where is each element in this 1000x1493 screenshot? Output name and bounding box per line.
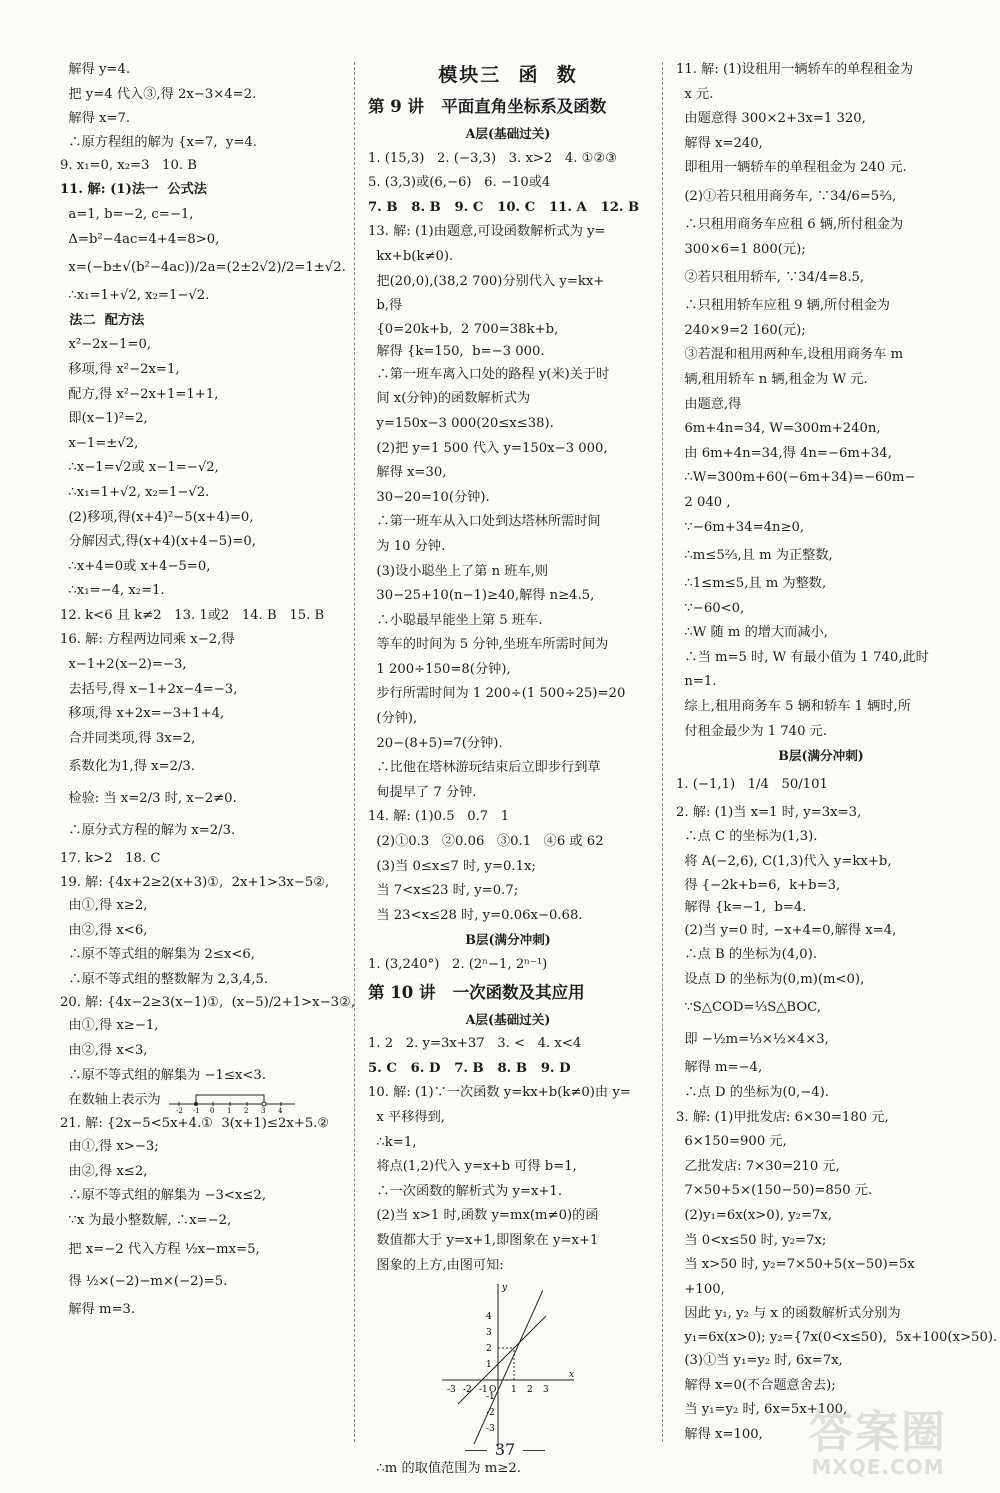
answer-line: ∴原不等式组的整数解为 2,3,4,5.: [60, 971, 268, 987]
answer-line: (分钟),: [368, 711, 418, 727]
page-number-text: 37: [494, 1440, 516, 1459]
answer-line: ∴第一班车从入口处到达塔林所需时间: [368, 514, 601, 530]
answer-line: (2)当 x>1 时,函数 y=mx(m≠0)的函: [368, 1208, 599, 1224]
answer-line: 分解因式,得(x+4)(x+4−5)=0,: [60, 534, 256, 550]
answer-line: 由②,得 x<3,: [60, 1043, 148, 1058]
answer-line: 14. 解: (1)0.5 0.7 1: [368, 809, 510, 825]
answer-line: ∵x 为最小整数解, ∴x=−2,: [60, 1213, 232, 1229]
answer-line: 1. (3,240°) 2. (2ⁿ−1, 2ⁿ⁻¹): [368, 957, 548, 972]
answer-line: 20. 解: {4x−2≥3(x−1)①, (x−5)/2+1>x−3②,: [60, 995, 356, 1011]
answer-line: 解得 {k=−1, b=4.: [676, 899, 807, 915]
answer-line: 解得 x=100,: [676, 1426, 763, 1442]
answer-line: 1. 2 2. y=3x+37 3. < 4. x<4: [368, 1036, 582, 1052]
answer-line: 综上,租用商务车 5 辆和轿车 1 辆时,所: [676, 699, 911, 715]
answer-line: ②若只租用轿车, ∵34/4=8.5,: [676, 270, 865, 286]
answer-line: 由①,得 x>−3;: [60, 1139, 159, 1155]
answer-line: 合并同类项,得 3x=2,: [60, 730, 196, 746]
answer-line: ∴k=1,: [368, 1134, 417, 1150]
answer-line: ∵−6m+34=4n≥0,: [676, 519, 805, 535]
answer-line: 由 6m+4n=34,得 4n=−6m+34,: [676, 445, 892, 461]
answer-line: 将 A(−2,6), C(1,3)代入 y=kx+b,: [676, 854, 892, 870]
answer-line: 辆,租用轿车 n 辆,租金为 W 元.: [676, 371, 868, 387]
level-label: A层(基础过关): [465, 126, 551, 141]
watermark-logo: [778, 1409, 978, 1479]
answer-line: 解得 m=3.: [60, 1301, 136, 1317]
answer-line: ∴原方程组的解为 {x=7, y=4.: [60, 134, 258, 150]
answer-line: 当 x>50 时, y₂=7×50+5(x−50)=5x: [676, 1257, 915, 1273]
answer-line: 去括号,得 x−1+2x−4=−3,: [60, 681, 238, 697]
answer-line: 1. (−1,1) 1/4 50/101: [676, 776, 828, 792]
answer-line: 9. x₁=0, x₂=3 10. B: [60, 157, 197, 173]
answer-line: 配方,得 x²−2x+1=1+1,: [60, 386, 219, 402]
answer-line: 为 10 分钟.: [368, 538, 446, 554]
answer-line: (2)移项,得(x+4)²−5(x+4)=0,: [60, 509, 254, 525]
answer-line: (2)y₁=6x(x>0), y₂=7x,: [676, 1207, 833, 1223]
answer-line: ∴原不等式组的解集为 −3<x≤2,: [60, 1188, 267, 1204]
answer-line: 6×150=900 元,: [676, 1134, 787, 1150]
answer-line: ∴点 B 的坐标为(4,0).: [676, 947, 818, 963]
answer-line: 间 x(分钟)的函数解析式为: [368, 391, 531, 407]
answer-line: 7×50+5×(150−50)=850 元.: [676, 1183, 873, 1199]
answer-line: 20−(8+5)=7(分钟).: [368, 735, 503, 751]
answer-line: 得 ½×(−2)−m×(−2)=5.: [60, 1273, 228, 1289]
answer-line: 由题意,得: [676, 396, 742, 412]
answer-line: b,得: [368, 298, 403, 314]
answer-line: x 元.: [676, 86, 714, 102]
answer-line-text: 在数轴上表示为: [60, 1092, 161, 1108]
x-tick-label: -3: [447, 1385, 456, 1396]
y-tick-label: 3: [486, 1328, 492, 1339]
open-endpoint: [262, 1102, 266, 1106]
answer-line: 将点(1,2)代入 y=x+b 可得 b=1,: [368, 1159, 577, 1175]
answer-line: x²−2x−1=0,: [60, 337, 152, 353]
answer-line: ∴点 D 的坐标为(0,−4).: [676, 1085, 829, 1100]
answer-line: 19. 解: {4x+2≥2(x+3)①, 2x+1>3x−5②,: [60, 875, 330, 891]
answer-line: 因此 y₁, y₂ 与 x 的函数解析式分别为: [676, 1306, 901, 1322]
answer-line: ∴点 C 的坐标为(1,3).: [676, 829, 818, 845]
answer-line: {0=20k+b, 2 700=38k+b,: [368, 321, 559, 337]
answer-line: 30−25+10(n−1)≥40,解得 n≥4.5,: [368, 588, 595, 604]
function-graph: [438, 1280, 578, 1455]
number-line: [167, 1088, 297, 1116]
answer-line: 解得 m=−4,: [676, 1060, 763, 1076]
section-heading: 第 10 讲 一次函数及其应用: [368, 982, 585, 1002]
number-line-label: 4: [277, 1107, 283, 1116]
answer-line: 30−20=10(分钟).: [368, 489, 490, 505]
answer-line: 解得 x=30,: [368, 465, 447, 481]
answer-line: (2)①0.3 ②0.06 ③0.1 ④6 或 62: [368, 834, 604, 850]
answer-line: 13. 解: (1)由题意,可设函数解析式为 y=: [368, 224, 606, 240]
level-label: A层(基础过关): [465, 1011, 551, 1027]
answer-line: 11. 解: (1)法一 公式法: [60, 182, 207, 198]
answer-line: 由②,得 x<6,: [60, 922, 148, 938]
answer-line: ∴只租用轿车应租 9 辆,所付租金为: [676, 298, 890, 314]
column-divider: [662, 62, 663, 1442]
answer-line: 等车的时间为 5 分钟,坐班车所需时间为: [368, 637, 609, 653]
number-line-label: 1: [226, 1107, 232, 1116]
answer-line: ∴原不等式组的解集为 2≤x<6,: [60, 947, 255, 963]
answer-line: 设点 D 的坐标为(0,m)(m<0),: [676, 971, 865, 987]
number-line-label: 2: [243, 1107, 249, 1116]
answer-line: 甸提早了 7 分钟.: [368, 784, 477, 800]
answer-line: +100,: [676, 1281, 725, 1297]
answer-line: 5. (3,3)或(6,−6) 6. −10或4: [368, 175, 551, 191]
x-tick-label: 3: [543, 1385, 549, 1396]
answer-line: ∴m 的取值范围为 m≥2.: [368, 1461, 521, 1477]
answer-line: ∴小聪最早能坐上第 5 班车.: [368, 612, 543, 628]
answer-line: ∴第一班车离入口处的路程 y(米)关于时: [368, 366, 610, 382]
section-heading: 第 9 讲 平面直角坐标系及函数: [368, 97, 607, 116]
answer-line: 得 {−2k+b=6, k+b=3,: [676, 877, 841, 893]
answer-line: 步行所需时间为 1 200÷(1 500÷25)=20: [368, 686, 626, 702]
answer-line: 6m+4n=34, W=300m+240n,: [676, 421, 881, 437]
answer-line: y=150x−3 000(20≤x≤38).: [368, 415, 554, 431]
y-tick-label: -3: [486, 1424, 495, 1435]
answer-line: 移项,得 x²−2x=1,: [60, 361, 180, 377]
number-line-label: -2: [175, 1107, 183, 1116]
answer-line: 10. 解: (1)∵一次函数 y=kx+b(k≠0)由 y=: [368, 1085, 631, 1101]
answer-line: Δ=b²−4ac=4+4=8>0,: [60, 231, 220, 247]
column-divider: [354, 62, 355, 1442]
watermark-glyphs: 答案圈: [809, 1407, 947, 1458]
answer-line: ∴x−1=√2或 x−1=−√2,: [60, 460, 219, 476]
answer-line: 当 0<x≤50 时, y₂=7x;: [676, 1232, 827, 1248]
answer-line: ∴x+4=0或 x+4−5=0,: [60, 558, 211, 574]
answer-line: 把 x=−2 代入方程 ½x−mx=5,: [60, 1241, 260, 1257]
number-line-label: 0: [209, 1107, 215, 1116]
y-tick-label: -2: [486, 1408, 495, 1419]
answer-line: (2)当 y=0 时, −x+4=0,解得 x=4,: [676, 922, 897, 938]
answer-line: 300×6=1 800(元);: [676, 241, 806, 257]
answer-line: 图象的上方,由图可知:: [368, 1257, 504, 1273]
answer-line: (3)当 0≤x≤7 时, y=0.1x;: [368, 858, 536, 874]
number-line-label: -1: [192, 1107, 200, 1116]
answer-line: ∵−60<0,: [676, 600, 745, 616]
answer-line: ∴W=300m+60(−6m+34)=−60m−: [676, 470, 916, 486]
number-line-label: 3: [260, 1107, 266, 1116]
answer-line: 即(x−1)²=2,: [60, 411, 148, 427]
page-number: [455, 1440, 555, 1459]
x-tick-label: 2: [527, 1385, 533, 1396]
answer-line: [60, 1088, 340, 1116]
answer-line: ∴原分式方程的解为 x=2/3.: [60, 823, 236, 839]
answer-line: 1. (15,3) 2. (−3,3) 3. x>2 4. ①②③: [368, 150, 618, 166]
answer-line: ∴x₁=1+√2, x₂=1−√2.: [60, 484, 210, 500]
answer-line: ③若混和租用两种车,设租用商务车 m: [676, 347, 904, 363]
answer-line: 5. C 6. D 7. B 8. B 9. D: [368, 1060, 571, 1076]
answer-line: 检验: 当 x=2/3 时, x−2≠0.: [60, 791, 237, 807]
answer-line: x=(−b±√(b²−4ac))/2a=(2±2√2)/2=1±√2.: [60, 260, 346, 276]
answer-line: 解得 x=0(不合题意舍去);: [676, 1377, 836, 1393]
answer-line: ∴x₁=1+√2, x₂=1−√2.: [60, 288, 210, 304]
answer-line: 3. 解: (1)甲批发店: 6×30=180 元,: [676, 1109, 889, 1125]
answer-line: 解得 y=4.: [60, 62, 131, 77]
answer-line: ∴x₁=−4, x₂=1.: [60, 583, 165, 599]
answer-line: n=1.: [676, 674, 717, 690]
answer-line: ∵S△COD=⅓S△BOC,: [676, 1000, 821, 1016]
answer-line: 当 7<x≤23 时, y=0.7;: [368, 883, 519, 899]
y-tick-label: 2: [486, 1344, 492, 1355]
answer-line: 21. 解: {2x−5<5x+4.① 3(x+1)≤2x+5.②: [60, 1116, 330, 1132]
answer-line: 系数化为1,得 x=2/3.: [60, 759, 195, 775]
answer-line: 由①,得 x≥2,: [60, 898, 148, 914]
answer-line: a=1, b=−2, c=−1,: [60, 206, 194, 222]
answer-line: 付租金最少为 1 740 元.: [676, 723, 828, 739]
x-tick-label: -2: [463, 1385, 472, 1396]
x-tick-label: -1: [479, 1385, 488, 1396]
answer-line: 2. 解: (1)当 x=1 时, y=3x=3,: [676, 804, 862, 820]
y-tick-label: 1: [486, 1360, 492, 1371]
answer-line: 把(20,0),(38,2 700)分别代入 y=kx+: [368, 273, 605, 289]
answer-line: 即 −½m=⅓×½×4×3,: [676, 1032, 829, 1048]
answer-line: ∴比他在塔林游玩结束后立即步行到草: [368, 760, 601, 776]
answer-line: x−1=±√2,: [60, 435, 139, 451]
y-tick-label: -1: [486, 1392, 495, 1403]
x-tick-label: 1: [511, 1385, 517, 1396]
origin-label: O: [489, 1385, 497, 1396]
answer-line: 由②,得 x≤2,: [60, 1163, 148, 1179]
line-y-mx: [474, 1291, 543, 1445]
answer-line: 乙批发店: 7×30=210 元,: [676, 1158, 840, 1174]
answer-line: 法二 配方法: [60, 312, 145, 328]
answer-line: y₁=6x(x>0); y₂={7x(0<x≤50), 5x+100(x>50).: [676, 1329, 998, 1345]
closed-endpoint: [194, 1102, 198, 1106]
level-label: B层(满分冲刺): [465, 932, 551, 948]
x-axis-label: x: [569, 1370, 575, 1381]
answer-line: 2 040 ,: [676, 494, 731, 510]
right-column: [676, 58, 998, 1448]
y-axis-label: y: [502, 1283, 508, 1294]
answer-line: x−1+2(x−2)=−3,: [60, 657, 187, 673]
answer-line: 移项,得 x+2x=−3+1+4,: [60, 706, 225, 722]
answer-line: 即租用一辆轿车的单程租金为 240 元.: [676, 160, 907, 176]
answer-line: 由①,得 x≥−1,: [60, 1018, 159, 1034]
answer-line: ∴一次函数的解析式为 y=x+1.: [368, 1183, 563, 1199]
answer-line: ∴只租用商务车应租 6 辆,所付租金为: [676, 216, 904, 232]
answer-line: (2)把 y=1 500 代入 y=150x−3 000,: [368, 440, 608, 456]
answer-line: (3)设小聪坐上了第 n 班车,则: [368, 563, 549, 579]
answer-line: kx+b(k≠0).: [368, 248, 454, 264]
y-tick-label: 4: [486, 1312, 492, 1323]
answer-line: 17. k>2 18. C: [60, 851, 161, 867]
answer-line: 12. k<6 且 k≠2 13. 1或2 14. B 15. B: [60, 607, 325, 623]
answer-line: 16. 解: 方程两边同乘 x−2,得: [60, 632, 235, 648]
answer-line: 由题意得 300×2+3x=1 320,: [676, 111, 866, 127]
answer-line: ∴当 m=5 时, W 有最小值为 1 740,此时: [676, 649, 929, 665]
answer-line: 解得 {k=150, b=−3 000.: [368, 343, 545, 359]
left-column: [60, 58, 356, 1448]
answer-line: ∴原不等式组的解集为 −1≤x<3.: [60, 1067, 267, 1083]
answer-line: (3)①当 y₁=y₂ 时, 6x=7x,: [676, 1352, 843, 1368]
answer-line: (2)①若只租用商务车, ∵34/6=5⅔,: [676, 188, 897, 204]
answer-line: ∴W 随 m 的增大而减小,: [676, 625, 828, 641]
answer-line: 1 200÷150=8(分钟),: [368, 661, 511, 677]
answer-line: 解得 x=7.: [60, 111, 131, 127]
answer-line: 把 y=4 代入③,得 2x−3×4=2.: [60, 86, 257, 102]
answer-line: 11. 解: (1)设租用一辆轿车的单程租金为: [676, 62, 914, 77]
answer-line: 数值都大于 y=x+1,即图象在 y=x+1: [368, 1232, 599, 1248]
answer-line: 解得 x=240,: [676, 135, 763, 151]
answer-line: ∴m≤5⅔,且 m 为正整数,: [676, 548, 833, 564]
answer-line: 240×9=2 160(元);: [676, 322, 806, 338]
answer-line: 7. B 8. B 9. C 10. C 11. A 12. B: [368, 199, 640, 215]
answer-line: ∴1≤m≤5,且 m 为整数,: [676, 576, 827, 592]
middle-column: [368, 58, 648, 1477]
module-title: 模块三 函 数: [438, 64, 578, 86]
watermark-url: MXQE.COM: [811, 1455, 945, 1479]
answer-line: 当 y₁=y₂ 时, 6x=5x+100,: [676, 1402, 848, 1418]
answer-line: 当 23<x≤28 时, y=0.06x−0.68.: [368, 907, 583, 923]
answer-line: x 平移得到,: [368, 1109, 445, 1125]
level-label: B层(满分冲刺): [778, 748, 864, 764]
